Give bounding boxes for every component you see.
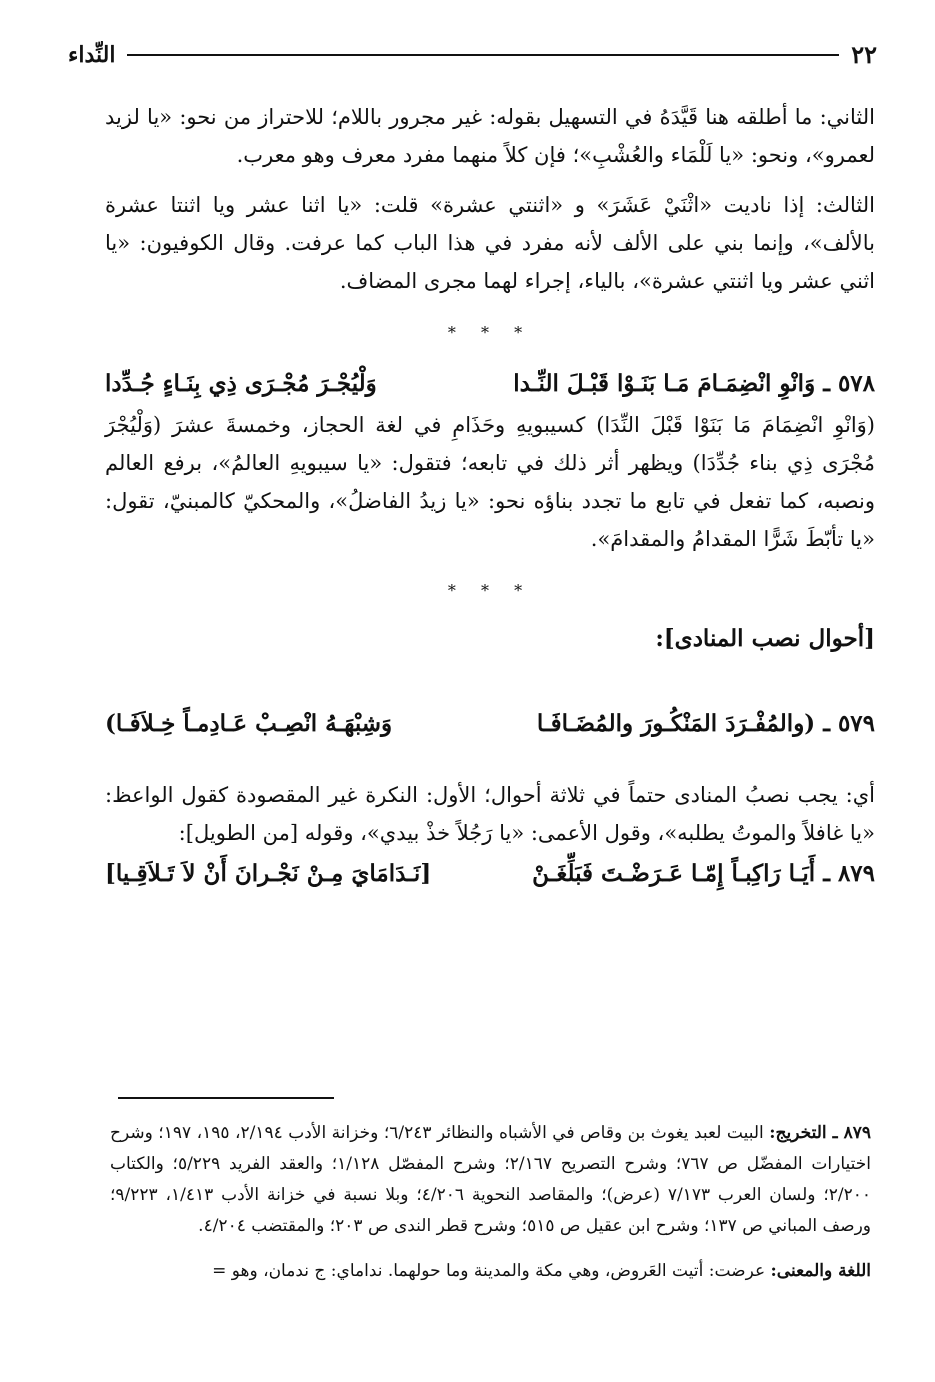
verse-first-hemistich: أَيَـا رَاكِبـاً إِمّـا عَـرَضْـتَ فَبَلِّغَـنْ (532, 860, 816, 887)
verse-first-hemistich: (والمُفْـرَدَ المَنْكُـورَ والمُضَـافَـا (536, 710, 816, 737)
section-separator: * * * (447, 323, 533, 342)
verse-first-hemistich: وَانْوِ انْضِمَـامَ مَـا بَنَـوْا قَبْـلَ النِّـدا (513, 370, 816, 397)
verse-number: ٥٧٨ ـ (823, 370, 875, 397)
verse-second-hemistich: وَلْيُجْـرَ مُجْـرَى ذِي بِنَـاءٍ جُـدِّدا (105, 370, 377, 397)
paragraph-second-note: الثاني: ما أطلقه هنا قَيَّدَهُ في التسهيل بقوله: غير مجرور باللام؛ للاحتراز من نحو: «يا لزيد لعمرو»، ونحو: «يا لَلْمَاء والعُشْبِ»؛ فإن كلاً منهما مفرد معرف وهو معرب. (105, 105, 875, 167)
section-heading: [أحوال نصب المنادى]: (655, 625, 875, 652)
verse-number: ٥٧٩ ـ (823, 710, 875, 737)
page-number: ٢٢ (851, 40, 877, 69)
verse-578 (105, 362, 875, 406)
footnote-label: ٨٧٩ ـ التخريج: (769, 1123, 871, 1143)
verse-second-hemistich: وَشِبْهَـهُ انْصِـبْ عَـادِمـاً خِـلاَفَـا) (105, 710, 393, 737)
verse-second-hemistich: [نَـدَامَايَ مِـنْ نَجْـرانَ أَنْ لاَ تَـلاَقِـيا] (105, 860, 432, 887)
paragraph-third-note: الثالث: إذا ناديت «اثْنَيْ عَشَرَ» و «اثنتي عشرة» قلت: «يا اثنا عشر ويا اثنتا عشرة بالألف»، وإنما بني على الألف لأنه مفرد في هذا الباب كما عرفت. وقال الكوفيون: «يا اثني عشر ويا اثنتي عشرة»، بالياء، إجراء لهما مجرى المضاف. (105, 193, 875, 293)
footnote-takhrij (110, 1118, 871, 1242)
verse-879 (105, 852, 875, 896)
section-separator: * * * (447, 581, 533, 600)
footnote-rule (118, 1097, 334, 1099)
footnotes (110, 1118, 871, 1287)
verse-number: ٨٧٩ ـ (823, 860, 875, 887)
footnote-lugha (110, 1256, 871, 1287)
footnote-text: عرضت: أتيت العَروض، وهي مكة والمدينة وما حولهما. نداماي: ج ندمان، وهو = (212, 1261, 766, 1281)
commentary-579: أي: يجب نصبُ المنادى حتماً في ثلاثة أحوال؛ الأول: النكرة غير المقصودة كقول الواعظ: «يا غافلاً والموتُ يطلبه»، وقول الأعمى: «يا رَجُلاً خذْ بيدي»، وقوله [من الطويل]: (105, 783, 875, 845)
main-text (105, 98, 875, 896)
page-header (68, 40, 877, 69)
footnote-label: اللغة والمعنى: (770, 1261, 871, 1281)
verse-579 (105, 702, 875, 746)
footnote-text: البيت لعبد يغوث بن وقاص في الأشباه والنظائر ٦/٢٤٣؛ وخزانة الأدب ٢/١٩٤، ١٩٥، ١٩٧؛ وشرح اختيارات المفضّل ص ٧٦٧؛ وشرح التصريح ٢/١٦٧؛ وشرح المفصّل ١/١٢٨؛ والعقد الفريد ٥/٢٢٩؛ والكتاب ٢/٢٠٠؛ ولسان العرب ٧/١٧٣ (عرض)؛ والمقاصد النحوية ٤/٢٠٦؛ وبلا نسبة في خزانة الأدب ١/٤١٣، ٩/٢٢٣؛ ورصف المباني ص ١٣٧؛ وشرح ابن عقيل ص ٥١٥؛ وشرح قطر الندى ص ٢٠٣؛ والمقتضب ٤/٢٠٤. (110, 1123, 872, 1236)
commentary-578: (وَانْوِ انْضِمَامَ مَا بَنَوْا قَبْلَ النِّدَا) كسيبويهِ وحَذَامِ في لغة الحجاز، وخمسةَ عشرَ (وَلْيُجْرَ مُجْرَى ذِي بناء جُدِّدَا) ويظهر أثر ذلك في تابعه؛ فتقول: «يا سيبويهِ العالمُ»، برفع العالم ونصبه، كما تفعل في تابع ما تجدد بناؤه نحو: «يا زيدُ الفاضلُ»، والمحكيّ كالمبنيّ، تقول: «يا تأبّطَ شَرًّا المقدامُ والمقدامَ». (105, 413, 875, 551)
header-rule (127, 54, 839, 56)
running-title: النِّداء (68, 41, 116, 68)
